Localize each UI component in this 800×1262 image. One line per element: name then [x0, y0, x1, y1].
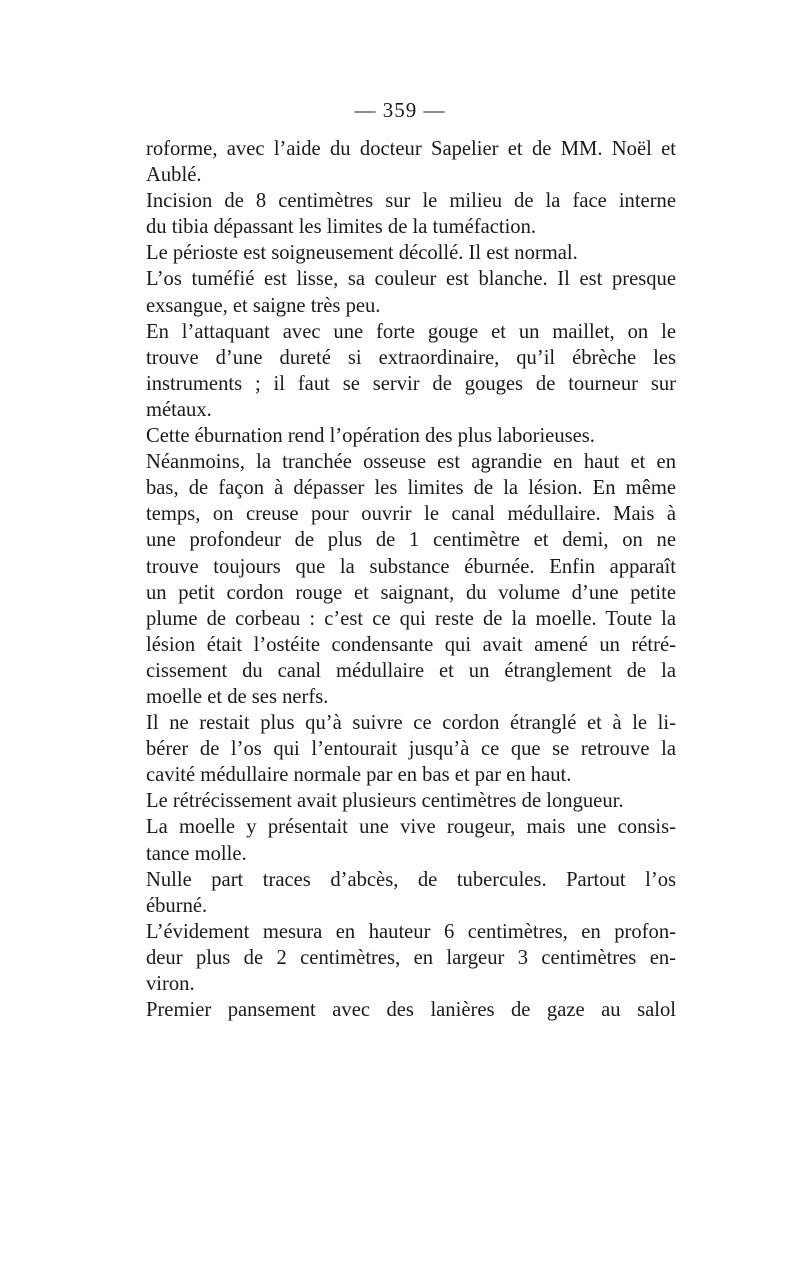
text-line: métaux. [146, 398, 212, 421]
text-line: L’os tuméfié est lisse, sa couleur est blanche. Il est presque [146, 268, 676, 291]
text-line: bas, de façon à dépasser les limites de la lésion. En même [146, 477, 676, 500]
text-line: trouve d’une dureté si extraordinaire, qu’il ébrèche les [146, 346, 676, 369]
text-line: Le périoste est soigneusement décollé. Il est normal. [146, 242, 578, 265]
text-line: En l’attaquant avec une forte gouge et un maillet, on le [146, 320, 676, 343]
body-text [146, 136, 676, 1023]
text-line: deur plus de 2 centimètres, en largeur 3 centimètres en- [146, 946, 676, 969]
text-line: instruments ; il faut se servir de gouges de tourneur sur [146, 372, 676, 395]
text-line: Nulle part traces d’abcès, de tubercules. Partout l’os [146, 868, 676, 891]
text-line: cavité médullaire normale par en bas et par en haut. [146, 764, 572, 787]
text-line: Il ne restait plus qu’à suivre ce cordon étranglé et à le li- [146, 712, 676, 735]
text-line: Aublé. [146, 164, 202, 187]
text-line: exsangue, et saigne très peu. [146, 294, 381, 317]
text-line: roforme, avec l’aide du docteur Sapelier et de MM. Noël et [146, 138, 676, 160]
text-line: Le rétrécissement avait plusieurs centimètres de longueur. [146, 790, 624, 813]
text-line: Premier pansement avec des lanières de gaze au salol [146, 999, 676, 1022]
text-line: un petit cordon rouge et saignant, du volume d’une petite [146, 581, 676, 604]
text-line: éburné. [146, 894, 208, 917]
text-line: L’évidement mesura en hauteur 6 centimètres, en profon- [146, 920, 676, 943]
text-line: trouve toujours que la substance éburnée. Enfin apparaît [146, 555, 676, 578]
text-line: tance molle. [146, 842, 247, 865]
text-line: lésion était l’ostéite condensante qui avait amené un rétré- [146, 633, 676, 656]
text-line: du tibia dépassant les limites de la tuméfaction. [146, 216, 537, 239]
text-line: plume de corbeau : c’est ce qui reste de la moelle. Toute la [146, 607, 676, 630]
text-line: Incision de 8 centimètres sur le milieu de la face interne [146, 190, 676, 213]
text-line: une profondeur de plus de 1 centimètre et demi, on ne [146, 529, 676, 552]
text-line: Néanmoins, la tranchée osseuse est agrandie en haut et en [146, 451, 676, 474]
text-line: La moelle y présentait une vive rougeur, mais une consis- [146, 816, 676, 839]
text-line: cissement du canal médullaire et un étranglement de la [146, 659, 676, 682]
page-number: — 359 — [354, 98, 446, 122]
text-line: temps, on creuse pour ouvrir le canal médullaire. Mais à [146, 503, 676, 526]
text-line: moelle et de ses nerfs. [146, 685, 329, 708]
text-line: bérer de l’os qui l’entourait jusqu’à ce que se retrouve la [146, 738, 676, 761]
text-line: viron. [146, 973, 195, 995]
text-line: Cette éburnation rend l’opération des plus laborieuses. [146, 425, 595, 448]
